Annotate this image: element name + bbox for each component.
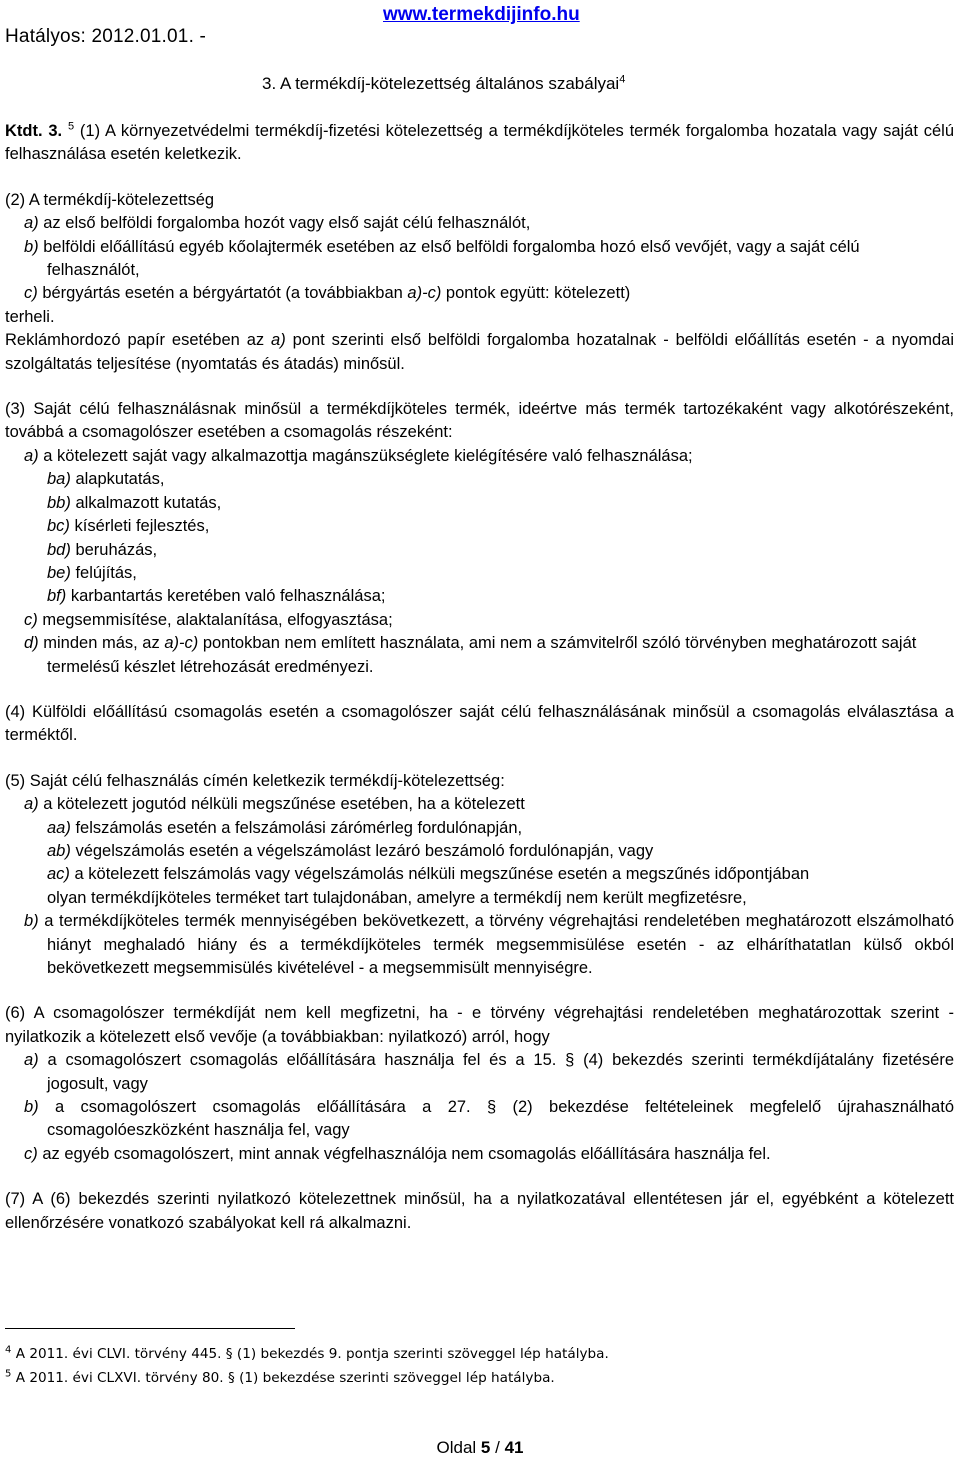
list-item-3be [5,562,954,585]
footnote-number: 5 [5,1368,12,1380]
paragraph-6-intro: (6) A csomagolószer termékdíját nem kell megfizetni, ha - e törvény végrehajtási rendeletében meghatározottak szerint - nyilatkozik a kötelezett első vevője (a továbbiakban: nyilatkozó) arról, hogy [5,1004,954,1046]
item-text: kísérleti fejlesztés, [69,517,210,536]
item-text: pontok együtt: kötelezett) [441,284,631,303]
item-text: belföldi előállítású egyéb kőolajtermék esetében az első belföldi forgalomba hozó első vevőjét, vagy a saját célú felhasználót, [38,237,860,280]
item-text: az első belföldi forgalomba hozót vagy első saját célú felhasználót, [38,214,531,233]
item-marker: b) [24,912,39,931]
item-marker: a) [24,214,39,233]
item-marker: ba) [47,470,71,489]
footnote-4 [5,1342,609,1366]
item-text: a termékdíjköteles termék mennyiségében bekövetkezett, a törvény végrehajtási rendeletében meghatározott elszámolható hiányt meghaladó hiány és a termékdíjköteles termék megsemmisülése esetén - az elháríthatatlan külső okból bekövetkezett megsemmisülés kivételével - a megsemmisült mennyiségre. [38,912,954,977]
document-body [5,120,954,1235]
item-marker: a)-c) [407,284,442,303]
item-text: felszámolás esetén a felszámolási zárómérleg fordulónapján, [70,818,523,837]
list-item-3bc [5,515,954,538]
page-separator: / [495,1438,500,1457]
item-text: Reklámhordozó papír esetében az [5,331,272,350]
list-item-5b [5,910,954,980]
item-text: karbantartás keretében való felhasználása; [66,587,386,606]
item-marker: a) [24,1051,39,1070]
footnote-ref-5[interactable]: 5 [67,120,75,133]
page-total: 41 [504,1438,524,1457]
item-marker: ac) [47,865,70,884]
list-item-2a [5,212,954,235]
item-marker: c) [24,284,38,303]
page-number [0,1438,960,1458]
list-item-5aa [5,817,954,840]
header-site-link[interactable]: www.termekdijinfo.hu [383,4,580,25]
item-marker: bf) [47,587,67,606]
item-text: pont szerinti első belföldi forgalomba hozatalnak - belföldi előállítás esetén - a nyomdai szolgáltatás teljesítése (nyomtatás és átadás) minősül. [5,331,954,373]
list-item-3bf [5,585,954,608]
item-marker: be) [47,563,71,582]
item-marker: c) [24,610,38,629]
item-marker: aa) [47,818,71,837]
item-marker: bb) [47,493,71,512]
paragraph-7: (7) A (6) bekezdés szerinti nyilatkozó kötelezettnek minősül, ha a nyilatkozatával ellentétesen jár el, egyébként a kötelezett ellenőrzésére vonatkozó szabályokat kell rá alkalmazni. [5,1190,954,1232]
item-text: alkalmazott kutatás, [70,493,222,512]
item-marker: d) [24,634,39,653]
law-reference: Ktdt. 3. [5,122,63,140]
list-item-5ac [5,863,954,886]
item-text: az egyéb csomagolószert, mint annak végfelhasználója nem csomagolás előállítására használja fel. [37,1144,771,1163]
list-item-5ab [5,840,954,863]
item-marker: b) [24,1098,39,1117]
list-item-5a [5,793,954,816]
item-marker: c) [24,1144,38,1163]
item-text: bérgyártás esetén a bérgyártatót (a továbbiakban [37,284,408,303]
list-item-6a [5,1049,954,1096]
footnote-separator [5,1328,295,1329]
list-item-3bb [5,492,954,515]
footnote-number: 4 [5,1344,12,1356]
paragraph-1 [5,120,954,167]
item-text: a kötelezett felszámolás vagy végelszámolás nélküli megszűnése esetén a megszűnés időpontjában [69,865,810,884]
paragraph-5-intro: (5) Saját célú felhasználás címén keletkezik termékdíj-kötelezettség: [5,771,505,790]
item-text: felújítás, [70,563,137,582]
footnotes [5,1342,609,1390]
list-item-3ba [5,468,954,491]
paragraph-2-terheli: terheli. [5,307,55,326]
list-item-3d [5,632,954,679]
item-text: minden más, az [38,634,165,653]
section-title [262,74,625,94]
item-marker: a) [24,446,39,465]
footnote-ref-4[interactable]: 4 [619,73,626,86]
item-marker: bd) [47,540,71,559]
item-marker: bc) [47,517,70,536]
item-text: a kötelezett saját vagy alkalmazottja magánszükséglete kielégítésére való felhasználása; [38,446,693,465]
item-marker: b) [24,237,39,256]
page-current: 5 [480,1438,491,1457]
footnote-5 [5,1366,609,1390]
item-text: megsemmisítése, alaktalanítása, elfogyasztása; [37,610,393,629]
item-text: alapkutatás, [70,470,165,489]
paragraph-3-intro: (3) Saját célú felhasználásnak minősül a termékdíjköteles termék, ideértve más termék tartozékaként vagy alkotórészeként, továbbá a csomagolószer esetében a csomagolás részeként: [5,400,954,442]
item-text: beruházás, [70,540,158,559]
header-effective-date: Hatályos: 2012.01.01. - [5,26,207,47]
list-item-6b [5,1096,954,1143]
item-text: végelszámolás esetén a végelszámolást lezáró beszámoló fordulónapján, vagy [70,841,654,860]
list-item-3c [5,609,954,632]
paragraph-2-intro: (2) A termékdíj-kötelezettség [5,190,215,209]
paragraph-4: (4) Külföldi előállítású csomagolás esetén a csomagolószer saját célú felhasználásának minősül a csomagolás elválasztása a terméktől. [5,702,954,745]
item-marker: a) [24,795,39,814]
page-label: Oldal [436,1438,477,1457]
section-title-text: 3. A termékdíj-kötelezettség általános szabályai [262,74,620,93]
list-item-2b [5,236,954,283]
item-text: pontokban nem említett használata, ami nem a számvitelről szóló törvényben meghatározott saját termelésű készlet létrehozását eredményezi. [47,634,917,676]
list-item-3bd [5,539,954,562]
list-item-2c [5,282,954,305]
item-text: a csomagolószert csomagolás előállítására a 27. § (2) bekezdése feltételeinek megfelelő újrahasználható csomagolóeszközként használja fel, vagy [38,1098,954,1140]
item-marker: a) [271,331,286,350]
paragraph-1-text: (1) A környezetvédelmi termékdíj-fizetési kötelezettség a termékdíjköteles termék forgalomba hozatala vagy saját célú felhasználása esetén keletkezik. [5,122,955,164]
paragraph-5-olyan: olyan termékdíjköteles terméket tart tulajdonában, amelyre a termékdíj nem került megfizetésre, [47,888,747,907]
paragraph-2-reklam [5,329,954,376]
item-text: a kötelezett jogutód nélküli megszűnése esetében, ha a kötelezett [38,795,525,814]
list-item-3a [5,445,954,468]
footnote-text: A 2011. évi CLVI. törvény 445. § (1) bekezdés 9. pontja szerinti szöveggel lép hatályba. [11,1346,609,1362]
footnote-text: A 2011. évi CLXVI. törvény 80. § (1) bekezdése szerinti szöveggel lép hatályba. [11,1370,555,1386]
item-marker: a)-c) [164,634,199,653]
item-marker: ab) [47,841,71,860]
item-text: a csomagolószert csomagolás előállítására használja fel és a 15. § (4) bekezdés szerinti termékdíjátalány fizetésére jogosult, vagy [38,1051,954,1093]
list-item-6c [5,1143,954,1166]
